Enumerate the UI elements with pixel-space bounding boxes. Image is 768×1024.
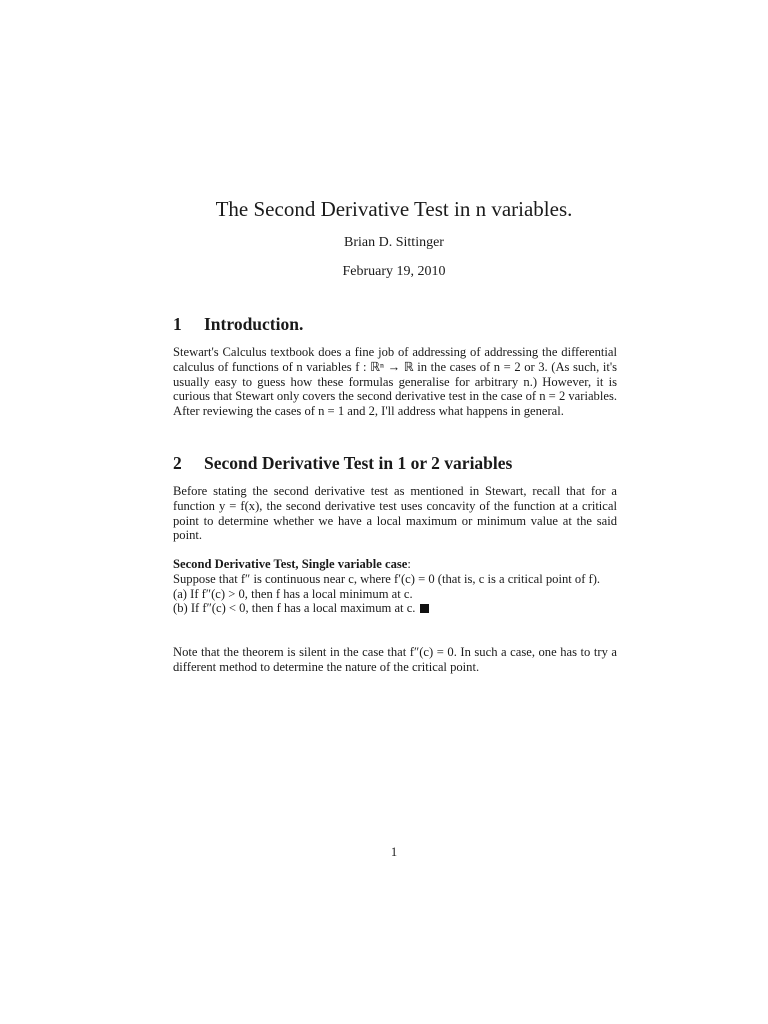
paragraph-text: Before stating the second derivative test as mentioned in Stewart, recall that for a function y = f(x), the second derivative test uses concavity of the function at a critical point to determine whether we have a local maximum or minimum value at the said point. — [173, 484, 617, 543]
author-name: Brian D. Sittinger — [344, 235, 444, 250]
theorem-case-b: (b) If f″(c) < 0, then f has a local maximum at c. — [173, 601, 416, 616]
intro-paragraph — [173, 345, 617, 419]
theorem-statement: Suppose that f″ is continuous near c, where f′(c) = 0 (that is, c is a critical point of f). — [173, 571, 601, 586]
section-1-heading — [173, 314, 303, 335]
section-2-heading — [173, 453, 512, 474]
page-number: 1 — [390, 845, 398, 859]
paragraph-text: Note that the theorem is silent in the case that f″(c) = 0. In such a case, one has to try a different method to determine the nature of the critical point. — [173, 645, 617, 674]
section-number: 2 — [173, 453, 182, 473]
section-number: 1 — [173, 314, 182, 334]
paragraph-text: Stewart's Calculus textbook does a fine job of addressing of addressing the differential calculus of functions of n variables f : ℝⁿ → ℝ in the cases of n = 2 or 3. (As such, it's usually easy to guess how these formulas generalise for arbitrary n.) However, it is curious that Stewart only covers the second derivative test in the case of n = 2 variables. After reviewing the cases of n = 1 and 2, I'll address what happens in general. — [173, 345, 617, 419]
theorem-block: Second Derivative Test, Single variable case: Suppose that f″ is continuous near c, where f′(c) = 0 (that is, c is a critical point of f). (a) If f″(c) > 0, then f has a local minimum at c. (b) If f″(c) < 0, then f has a local maximum at c. — [173, 557, 617, 616]
section-2-paragraph — [173, 484, 617, 543]
theorem-case-a: (a) If f″(c) > 0, then f has a local minimum at c. — [173, 586, 413, 601]
paper-date: February 19, 2010 — [342, 264, 446, 279]
theorem-heading: Second Derivative Test, Single variable case — [173, 557, 408, 571]
paper-title: The Second Derivative Test in n variables. — [215, 197, 573, 221]
section-title: Introduction. — [204, 314, 304, 334]
qed-square-icon — [420, 604, 429, 613]
closing-paragraph — [173, 645, 617, 675]
section-title: Second Derivative Test in 1 or 2 variables — [204, 453, 513, 473]
